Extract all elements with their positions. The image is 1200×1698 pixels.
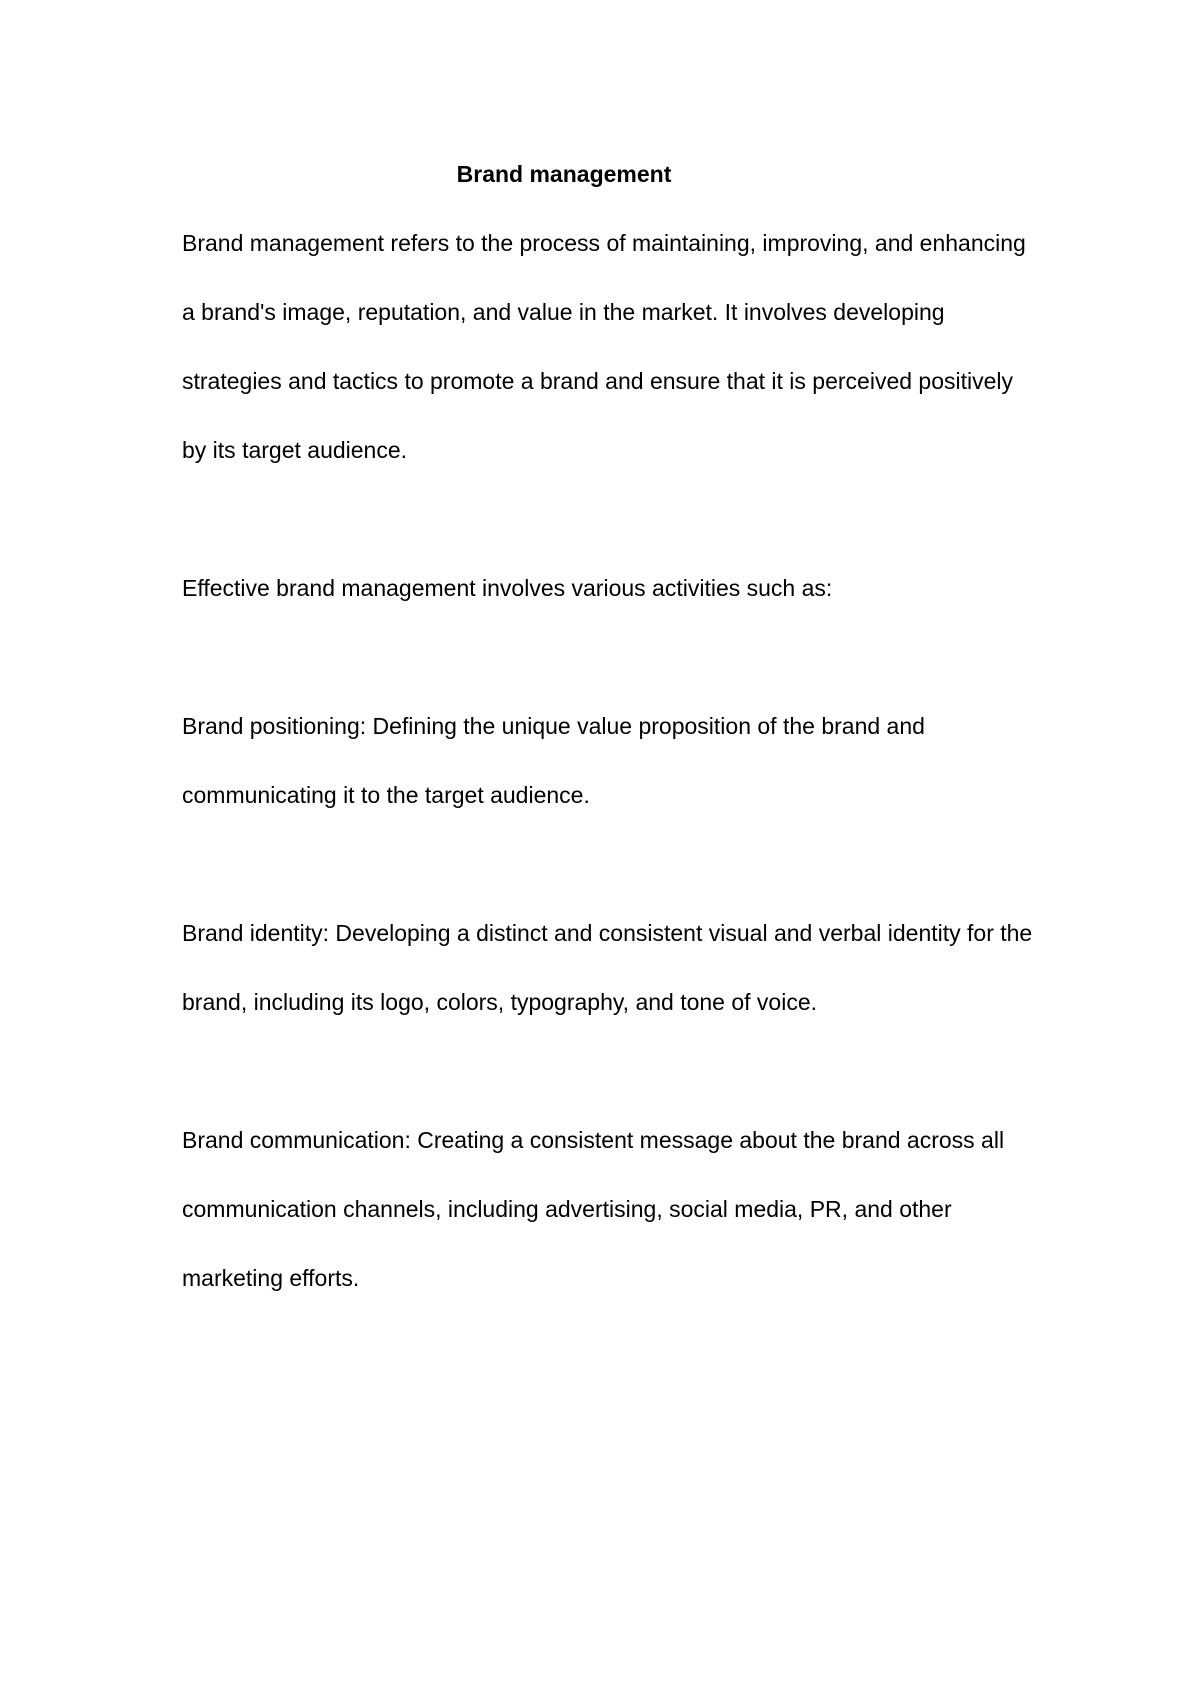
paragraph-gap: [182, 830, 1042, 899]
intro-paragraph: Brand management refers to the process of maintaining, improving, and enhancing a brand's image, reputation, and value in the market. It involves developing strategies and tactics to promote a brand and ensure that it is perceived positively by its target audience.: [182, 230, 1026, 463]
activity-paragraph-brand-identity: Brand identity: Developing a distinct and consistent visual and verbal identity for the brand, including its logo, colors, typography, and tone of voice.: [182, 920, 1033, 1015]
lead-in-paragraph: Effective brand management involves various activities such as:: [182, 575, 833, 601]
activity-paragraph-brand-positioning: Brand positioning: Defining the unique value proposition of the brand and communicating it to the target audience.: [182, 713, 925, 808]
paragraph-gap: [182, 623, 1042, 692]
paragraph-gap: [182, 1037, 1042, 1106]
document-body: [182, 140, 1042, 1313]
document-title: Brand management: [456, 161, 672, 187]
activity-paragraph-brand-communication: Brand communication: Creating a consistent message about the brand across all communication channels, including advertising, social media, PR, and other marketing efforts.: [182, 1127, 1005, 1291]
paragraph-gap: [182, 485, 1042, 554]
